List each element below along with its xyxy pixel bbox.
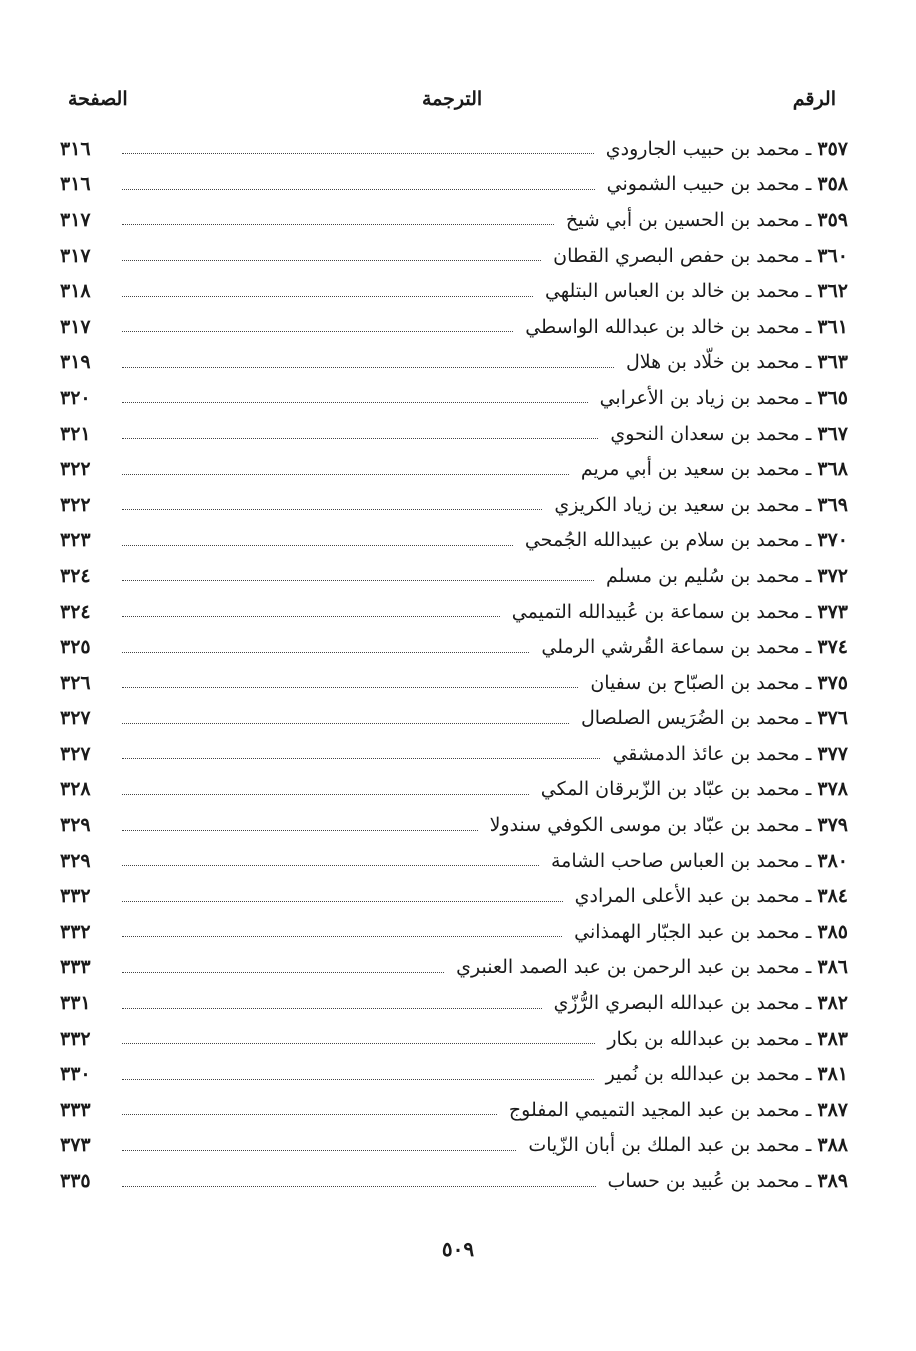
index-row bbox=[60, 1021, 848, 1057]
entry-page: ٣٢٢ bbox=[60, 458, 91, 481]
dot-leader bbox=[122, 687, 578, 688]
dot-leader bbox=[122, 189, 595, 190]
entry-separator: ـ bbox=[799, 956, 818, 979]
entry-name: محمد بن زياد بن الأعرابي bbox=[599, 386, 800, 409]
entry-page: ٣٢٠ bbox=[60, 386, 91, 409]
entry-name: محمد بن سماعة بن عُبيدالله التميمي bbox=[511, 600, 800, 623]
entry-page: ٣١٧ bbox=[60, 315, 91, 338]
entry-page: ٣٢٩ bbox=[60, 849, 91, 872]
index-list bbox=[60, 131, 848, 1199]
entry-name: محمد بن عبدالله بن نُمير bbox=[605, 1063, 800, 1086]
entry-name: محمد بن الحسين بن أبي شيخ bbox=[565, 208, 800, 231]
entry-page: ٣٢٤ bbox=[60, 564, 91, 587]
entry-text bbox=[600, 743, 848, 765]
entry-name: محمد بن خالد بن العباس البتلهي bbox=[544, 280, 800, 303]
dot-leader bbox=[122, 1079, 594, 1080]
dot-leader bbox=[122, 509, 542, 510]
entry-number: ٣٦١ bbox=[817, 315, 848, 338]
entry-number: ٣٨٤ bbox=[817, 885, 848, 908]
entry-page: ٣١٦ bbox=[60, 173, 91, 196]
entry-separator: ـ bbox=[799, 600, 818, 623]
dot-leader bbox=[122, 296, 533, 297]
entry-separator: ـ bbox=[799, 1170, 818, 1193]
page-number: ٥٠٩ bbox=[441, 1237, 475, 1261]
index-row bbox=[60, 380, 848, 416]
entry-separator: ـ bbox=[799, 1063, 818, 1086]
entry-text bbox=[594, 1063, 848, 1085]
entry-number: ٣٦٠ bbox=[817, 244, 848, 267]
entry-text bbox=[513, 316, 848, 338]
entry-name: محمد بن العباس صاحب الشامة bbox=[550, 849, 800, 872]
dot-leader bbox=[122, 545, 513, 546]
entry-separator: ـ bbox=[799, 885, 818, 908]
entry-page: ٣٢١ bbox=[60, 422, 91, 445]
entry-page: ٣٣٢ bbox=[60, 920, 91, 943]
index-row bbox=[60, 238, 848, 274]
index-row bbox=[60, 1163, 848, 1199]
entry-text bbox=[497, 1099, 848, 1121]
entry-page: ٣٧٣ bbox=[60, 1134, 91, 1157]
entry-name: محمد بن عبد المجيد التميمي المفلوج bbox=[508, 1098, 800, 1121]
entry-page: ٣٢٤ bbox=[60, 600, 91, 623]
index-row bbox=[60, 878, 848, 914]
entry-page: ٣٢٨ bbox=[60, 778, 91, 801]
entry-text bbox=[529, 636, 848, 658]
entry-text bbox=[542, 992, 848, 1014]
dot-leader bbox=[122, 1043, 595, 1044]
entry-name: محمد بن سماعة القُرشي الرملي bbox=[541, 636, 800, 659]
entry-name: محمد بن حبيب الشموني bbox=[606, 173, 800, 196]
dot-leader bbox=[122, 758, 600, 759]
entry-separator: ـ bbox=[799, 529, 818, 552]
dot-leader bbox=[122, 1150, 516, 1151]
entry-number: ٣٦٣ bbox=[817, 351, 848, 374]
entry-page: ٣٣٥ bbox=[60, 1170, 91, 1193]
index-row bbox=[60, 487, 848, 523]
entry-text bbox=[594, 138, 848, 160]
index-row bbox=[60, 451, 848, 487]
entry-separator: ـ bbox=[799, 173, 818, 196]
entry-text bbox=[542, 494, 848, 516]
entry-name: محمد بن عبدالله بن بكار bbox=[607, 1027, 800, 1050]
entry-page: ٣١٧ bbox=[60, 208, 91, 231]
dot-leader bbox=[122, 331, 513, 332]
entry-page: ٣٣١ bbox=[60, 992, 91, 1015]
entry-number: ٣٨٦ bbox=[817, 956, 848, 979]
entry-name: محمد بن سعدان النحوي bbox=[610, 422, 800, 445]
index-row bbox=[60, 416, 848, 452]
entry-text bbox=[598, 423, 848, 445]
index-row bbox=[60, 202, 848, 238]
entry-name: محمد بن عبد الرحمن بن عبد الصمد العنبري bbox=[456, 956, 800, 979]
entry-text bbox=[554, 209, 848, 231]
entry-number: ٣٧٩ bbox=[817, 814, 848, 837]
entry-page: ٣٣٣ bbox=[60, 1098, 91, 1121]
dot-leader bbox=[122, 901, 563, 902]
entry-separator: ـ bbox=[799, 636, 818, 659]
entry-name: محمد بن سعيد بن زياد الكريزي bbox=[554, 493, 800, 516]
dot-leader bbox=[122, 830, 478, 831]
entry-number: ٣٧٣ bbox=[817, 600, 848, 623]
entry-separator: ـ bbox=[799, 1098, 818, 1121]
entry-name: محمد بن خلّاد بن هلال bbox=[625, 351, 800, 374]
dot-leader bbox=[122, 723, 569, 724]
entry-name: محمد بن الضُرَيس الصلصال bbox=[581, 707, 800, 730]
index-row bbox=[60, 523, 848, 559]
entry-page: ٣١٨ bbox=[60, 280, 91, 303]
dot-leader bbox=[122, 260, 541, 261]
header-number: الرقم bbox=[792, 88, 836, 110]
entry-number: ٣٦٥ bbox=[817, 386, 848, 409]
entry-text bbox=[516, 1134, 848, 1156]
entry-text bbox=[539, 850, 848, 872]
index-row bbox=[60, 950, 848, 986]
index-row bbox=[60, 1128, 848, 1164]
dot-leader bbox=[122, 1114, 497, 1115]
index-row bbox=[60, 273, 848, 309]
entry-number: ٣٨٢ bbox=[817, 992, 848, 1015]
dot-leader bbox=[122, 580, 594, 581]
entry-name: محمد بن سلام بن عبيدالله الجُمحي bbox=[524, 529, 800, 552]
entry-name: محمد بن عبّاد بن موسى الكوفي سندولا bbox=[489, 814, 800, 837]
entry-separator: ـ bbox=[799, 671, 818, 694]
entry-number: ٣٨١ bbox=[817, 1063, 848, 1086]
entry-text bbox=[596, 1170, 849, 1192]
entry-separator: ـ bbox=[799, 208, 818, 231]
entry-text bbox=[594, 565, 848, 587]
entry-name: محمد بن سعيد بن أبي مريم bbox=[580, 458, 800, 481]
entry-number: ٣٧٤ bbox=[817, 636, 848, 659]
entry-separator: ـ bbox=[799, 778, 818, 801]
entry-text bbox=[444, 956, 848, 978]
entry-number: ٣٦٩ bbox=[817, 493, 848, 516]
index-row bbox=[60, 807, 848, 843]
entry-separator: ـ bbox=[799, 1027, 818, 1050]
entry-text bbox=[500, 601, 848, 623]
entry-separator: ـ bbox=[799, 1134, 818, 1157]
entry-page: ٣٢٥ bbox=[60, 636, 91, 659]
index-row bbox=[60, 1092, 848, 1128]
dot-leader bbox=[122, 865, 539, 866]
entry-text bbox=[569, 458, 848, 480]
dot-leader bbox=[122, 616, 500, 617]
index-row bbox=[60, 843, 848, 879]
entry-number: ٣٨٥ bbox=[817, 920, 848, 943]
entry-name: محمد بن الصبّاح بن سفيان bbox=[590, 671, 800, 694]
header-title: الترجمة bbox=[422, 88, 483, 110]
entry-text bbox=[533, 280, 848, 302]
entry-number: ٣٨٨ bbox=[817, 1134, 848, 1157]
entry-text bbox=[595, 1028, 848, 1050]
entry-page: ٣٢٩ bbox=[60, 814, 91, 837]
entry-separator: ـ bbox=[799, 707, 818, 730]
index-row bbox=[60, 701, 848, 737]
index-row bbox=[60, 736, 848, 772]
entry-separator: ـ bbox=[799, 422, 818, 445]
dot-leader bbox=[122, 153, 594, 154]
entry-separator: ـ bbox=[799, 493, 818, 516]
entry-number: ٣٧٥ bbox=[817, 671, 848, 694]
entry-text bbox=[541, 245, 848, 267]
index-row bbox=[60, 167, 848, 203]
index-row bbox=[60, 131, 848, 167]
entry-name: محمد بن عبد الملك بن أبان الزّيات bbox=[528, 1134, 800, 1157]
entry-text bbox=[563, 885, 848, 907]
entry-page: ٣٣٣ bbox=[60, 956, 91, 979]
index-row bbox=[60, 629, 848, 665]
entry-page: ٣٣٢ bbox=[60, 885, 91, 908]
entry-name: محمد بن حفص البصري القطان bbox=[553, 244, 800, 267]
header-page: الصفحة bbox=[68, 88, 128, 110]
entry-name: محمد بن عبد الجبّار الهمذاني bbox=[574, 920, 800, 943]
entry-page: ٣٢٧ bbox=[60, 742, 91, 765]
dot-leader bbox=[122, 224, 554, 225]
entry-separator: ـ bbox=[799, 992, 818, 1015]
entry-number: ٣٧٧ bbox=[817, 742, 848, 765]
entry-name: محمد بن عائذ الدمشقي bbox=[612, 742, 800, 765]
entry-number: ٣٨٧ bbox=[817, 1098, 848, 1121]
entry-page: ٣٢٦ bbox=[60, 671, 91, 694]
index-row bbox=[60, 665, 848, 701]
entry-name: محمد بن خالد بن عبدالله الواسطي bbox=[525, 315, 800, 338]
entry-page: ٣٢٢ bbox=[60, 493, 91, 516]
entry-number: ٣٨٠ bbox=[817, 849, 848, 872]
dot-leader bbox=[122, 794, 529, 795]
entry-separator: ـ bbox=[799, 742, 818, 765]
entry-separator: ـ bbox=[799, 849, 818, 872]
dot-leader bbox=[122, 1008, 542, 1009]
entry-name: محمد بن عبد الأعلى المرادي bbox=[574, 885, 800, 908]
entry-text bbox=[614, 351, 848, 373]
entry-text bbox=[529, 778, 848, 800]
index-row bbox=[60, 985, 848, 1021]
dot-leader bbox=[122, 367, 614, 368]
index-row bbox=[60, 309, 848, 345]
dot-leader bbox=[122, 474, 569, 475]
entry-name: محمد بن عُبيد بن حساب bbox=[607, 1170, 800, 1193]
entry-number: ٣٨٣ bbox=[817, 1027, 848, 1050]
entry-separator: ـ bbox=[799, 564, 818, 587]
entry-page: ٣٣٢ bbox=[60, 1027, 91, 1050]
entry-number: ٣٥٨ bbox=[817, 173, 848, 196]
entry-separator: ـ bbox=[799, 137, 818, 160]
entry-name: محمد بن سُليم بن مسلم bbox=[606, 564, 800, 587]
entry-text bbox=[588, 387, 848, 409]
entry-page: ٣٢٣ bbox=[60, 529, 91, 552]
entry-text bbox=[562, 921, 848, 943]
index-row bbox=[60, 345, 848, 381]
entry-separator: ـ bbox=[799, 244, 818, 267]
entry-number: ٣٦٢ bbox=[817, 280, 848, 303]
entry-number: ٣٧٢ bbox=[817, 564, 848, 587]
entry-separator: ـ bbox=[799, 280, 818, 303]
entry-text bbox=[513, 529, 848, 551]
dot-leader bbox=[122, 972, 444, 973]
entry-name: محمد بن عبّاد بن الزّبرقان المكي bbox=[540, 778, 800, 801]
table-header bbox=[64, 88, 844, 118]
index-row bbox=[60, 558, 848, 594]
index-row bbox=[60, 1056, 848, 1092]
dot-leader bbox=[122, 438, 598, 439]
entry-number: ٣٧٦ bbox=[817, 707, 848, 730]
entry-name: محمد بن عبدالله البصري الرُّزّي bbox=[553, 992, 800, 1015]
entry-number: ٣٧٠ bbox=[817, 529, 848, 552]
entry-page: ٣١٩ bbox=[60, 351, 91, 374]
entry-page: ٣١٦ bbox=[60, 137, 91, 160]
index-row bbox=[60, 914, 848, 950]
entry-number: ٣٧٨ bbox=[817, 778, 848, 801]
entry-number: ٣٦٨ bbox=[817, 458, 848, 481]
entry-text bbox=[569, 707, 848, 729]
entry-separator: ـ bbox=[799, 315, 818, 338]
dot-leader bbox=[122, 652, 529, 653]
entry-page: ٣١٧ bbox=[60, 244, 91, 267]
entry-separator: ـ bbox=[799, 351, 818, 374]
entry-separator: ـ bbox=[799, 386, 818, 409]
dot-leader bbox=[122, 402, 588, 403]
entry-separator: ـ bbox=[799, 920, 818, 943]
entry-name: محمد بن حبيب الجارودي bbox=[605, 137, 800, 160]
entry-text bbox=[595, 173, 848, 195]
entry-text bbox=[478, 814, 848, 836]
index-row bbox=[60, 772, 848, 808]
dot-leader bbox=[122, 936, 562, 937]
entry-number: ٣٥٧ bbox=[817, 137, 848, 160]
entry-number: ٣٥٩ bbox=[817, 208, 848, 231]
dot-leader bbox=[122, 1186, 596, 1187]
entry-number: ٣٦٧ bbox=[817, 422, 848, 445]
entry-separator: ـ bbox=[799, 458, 818, 481]
entry-page: ٣٣٠ bbox=[60, 1063, 91, 1086]
index-row bbox=[60, 594, 848, 630]
entry-text bbox=[578, 672, 848, 694]
entry-page: ٣٢٧ bbox=[60, 707, 91, 730]
entry-separator: ـ bbox=[799, 814, 818, 837]
entry-number: ٣٨٩ bbox=[817, 1170, 848, 1193]
